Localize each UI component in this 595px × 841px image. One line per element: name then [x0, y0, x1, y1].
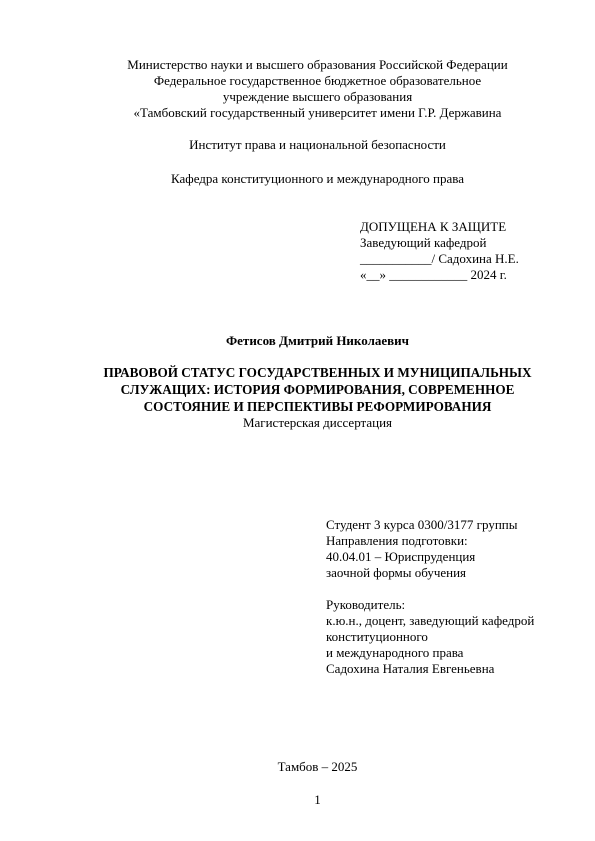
university-name-line: «Тамбовский государственный университет имени Г.Р. Державина	[133, 105, 502, 120]
approval-date: «__» ____________ 2024 г.	[360, 267, 507, 282]
supervisor-department-2: и международного права	[326, 645, 464, 660]
student-direction: 40.04.01 – Юриспруденция	[326, 549, 476, 564]
approval-role: Заведующий кафедрой	[360, 235, 487, 250]
thesis-title-line-2: СЛУЖАЩИХ: ИСТОРИЯ ФОРМИРОВАНИЯ, СОВРЕМЕННОЕ	[120, 382, 515, 397]
supervisor-department-1: конституционного	[326, 629, 428, 644]
thesis-type: Магистерская диссертация	[242, 415, 393, 430]
author-name: Фетисов Дмитрий Николаевич	[226, 333, 409, 348]
department-name: Кафедра конституционного и международного права	[171, 171, 464, 186]
supervisor-position: к.ю.н., доцент, заведующий кафедрой	[326, 613, 535, 628]
institute-name: Институт права и национальной безопасности	[189, 137, 446, 152]
approval-signature: ___________/ Садохина Н.Е.	[360, 251, 519, 266]
ministry-line: Министерство науки и высшего образования Российской Федерации	[127, 57, 508, 72]
supervisor-name: Садохина Наталия Евгеньевна	[326, 661, 495, 676]
student-study-form: заочной формы обучения	[326, 565, 467, 580]
student-course: Студент 3 курса 0300/3177 группы	[326, 517, 518, 532]
approval-title: ДОПУЩЕНА К ЗАЩИТЕ	[360, 219, 507, 234]
city-year: Тамбов – 2025	[277, 759, 358, 774]
thesis-title-line-3: СОСТОЯНИЕ И ПЕРСПЕКТИВЫ РЕФОРМИРОВАНИЯ	[143, 399, 492, 414]
education-institution-line: учреждение высшего образования	[222, 89, 413, 104]
thesis-title-line-1: ПРАВОВОЙ СТАТУС ГОСУДАРСТВЕННЫХ И МУНИЦИПАЛЬНЫХ	[103, 365, 532, 380]
university-type-line: Федеральное государственное бюджетное образовательное	[153, 73, 482, 88]
student-direction-label: Направления подготовки:	[326, 533, 468, 548]
page-number: 1	[314, 792, 321, 807]
supervisor-label: Руководитель:	[326, 597, 406, 612]
